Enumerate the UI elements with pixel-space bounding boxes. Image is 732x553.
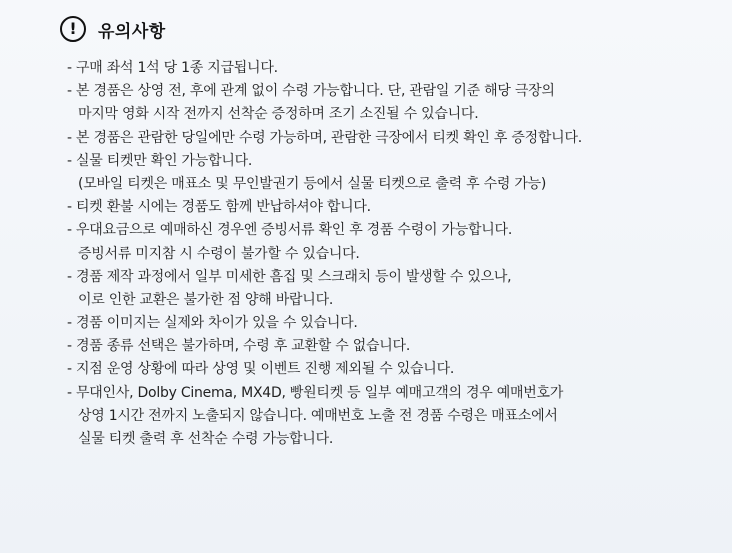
notice-item — [67, 127, 717, 150]
notice-item-text: - 실물 티켓만 확인 가능합니다. — [67, 152, 253, 169]
notice-item-text: - 우대요금으로 예매하신 경우엔 증빙서류 확인 후 경품 수령이 가능합니다. — [67, 222, 513, 239]
notice-item-text: - 무대인사, Dolby Cinema, MX4D, 빵원티켓 등 일부 예매고객의 경우 예매번호가 — [67, 384, 564, 401]
notice-header — [60, 15, 166, 43]
notice-item — [67, 57, 717, 80]
notice-item — [67, 219, 717, 265]
notice-item-continuation: 증빙서류 미지참 시 수령이 불가할 수 있습니다. — [78, 245, 360, 262]
notice-item-text: - 경품 이미지는 실제와 차이가 있을 수 있습니다. — [67, 315, 358, 332]
notice-item — [67, 150, 717, 196]
notice-item — [67, 196, 717, 219]
notice-item-continuation: (모바일 티켓은 매표소 및 무인발권기 등에서 실물 티켓으로 출력 후 수령 가능) — [78, 175, 547, 192]
notice-item-text: - 구매 좌석 1석 당 1종 지급됩니다. — [67, 60, 278, 76]
notice-item-continuation: 마지막 영화 시작 전까지 선착순 증정하며 조기 소진될 수 있습니다. — [78, 106, 479, 123]
notice-item-text: - 경품 제작 과정에서 일부 미세한 흠집 및 스크래치 등이 발생할 수 있으나, — [67, 268, 512, 285]
notice-item — [67, 358, 717, 381]
notice-item — [67, 80, 717, 126]
notice-item-continuation: 상영 1시간 전까지 노출되지 않습니다. 예매번호 노출 전 경품 수령은 매표소에서 — [78, 407, 558, 424]
notice-item-text: - 본 경품은 상영 전, 후에 관계 없이 수령 가능합니다. 단, 관람일 기준 해당 극장의 — [67, 83, 555, 100]
notice-item-text: - 지점 운영 상황에 따라 상영 및 이벤트 진행 제외될 수 있습니다. — [67, 361, 455, 378]
notice-item — [67, 266, 717, 312]
notice-item — [67, 382, 717, 452]
notice-item-text: - 티켓 환불 시에는 경품도 함께 반납하셔야 합니다. — [67, 199, 371, 216]
notice-item-text: - 경품 종류 선택은 불가하며, 수령 후 교환할 수 없습니다. — [67, 338, 411, 355]
exclamation-circle-icon: ! — [60, 16, 86, 42]
notice-item-continuation: 이로 인한 교환은 불가한 점 양해 바랍니다. — [78, 291, 334, 308]
notice-item-text: - 본 경품은 관람한 당일에만 수령 가능하며, 관람한 극장에서 티켓 확인 후 증정합니다. — [67, 129, 582, 146]
notice-item — [67, 335, 717, 358]
notice-item-continuation: 실물 티켓 출력 후 선착순 수령 가능합니다. — [78, 431, 334, 447]
notice-title: 유의사항 — [98, 21, 166, 42]
notice-list — [67, 57, 717, 451]
notice-item — [67, 312, 717, 335]
